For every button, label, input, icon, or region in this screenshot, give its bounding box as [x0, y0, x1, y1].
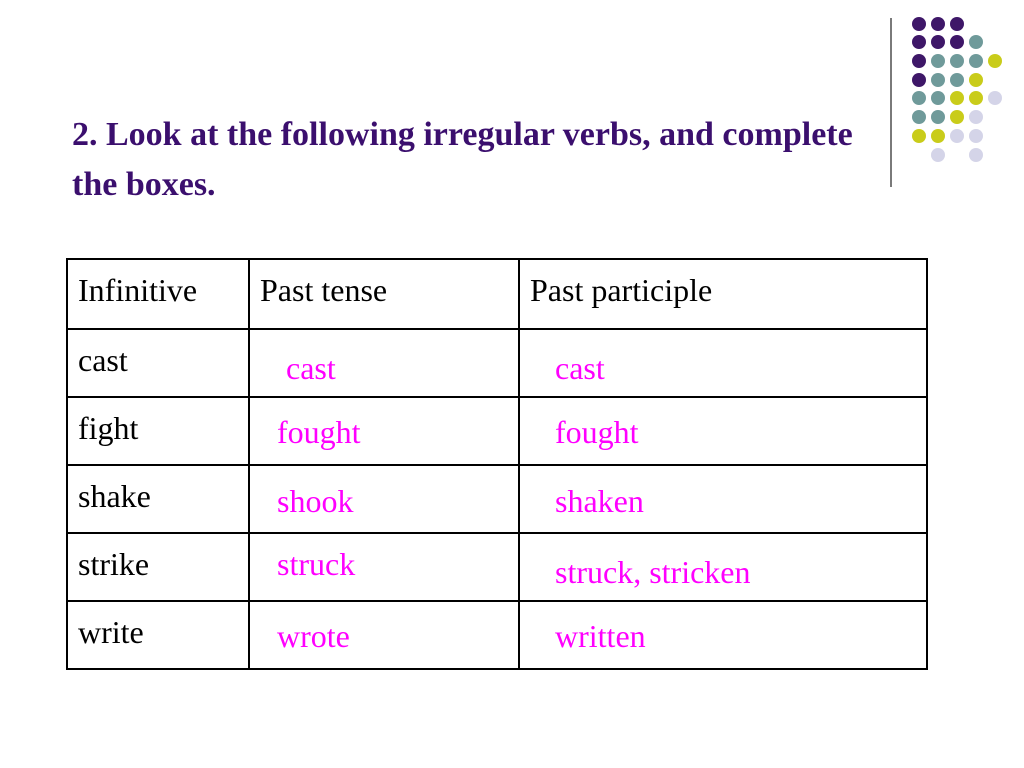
past-participle-cell	[519, 397, 927, 465]
past-tense-answer: cast	[286, 350, 336, 386]
table-row	[67, 601, 927, 669]
decorative-dot	[950, 73, 964, 87]
infinitive-cell	[67, 329, 249, 397]
table-header-row	[67, 259, 927, 329]
infinitive-cell	[67, 465, 249, 533]
decorative-dot	[969, 54, 983, 68]
decorative-dot	[912, 54, 926, 68]
past-participle-answer: cast	[555, 350, 605, 386]
decorative-dot	[912, 129, 926, 143]
past-tense-answer: fought	[277, 414, 361, 450]
decorative-dot	[931, 91, 945, 105]
decorative-dot	[969, 148, 983, 162]
decorative-dot	[950, 17, 964, 31]
past-tense-cell	[249, 601, 519, 669]
page-title: 2. Look at the following irregular verbs, and complete the boxes.	[72, 116, 853, 203]
past-participle-answer: written	[555, 618, 646, 654]
decorative-dot	[912, 35, 926, 49]
decorative-dot	[931, 73, 945, 87]
past-participle-cell	[519, 601, 927, 669]
past-tense-cell	[249, 397, 519, 465]
header-past-tense: Past tense	[249, 259, 519, 329]
decorative-dot	[969, 73, 983, 87]
past-tense-answer: shook	[277, 483, 354, 519]
header-past-participle: Past participle	[519, 259, 927, 329]
table-row	[67, 465, 927, 533]
past-tense-answer: wrote	[277, 618, 350, 654]
decorative-dot	[988, 54, 1002, 68]
decorative-dot	[969, 110, 983, 124]
decorative-dot	[931, 110, 945, 124]
decorative-dot	[969, 35, 983, 49]
header-infinitive: Infinitive	[67, 259, 249, 329]
decorative-dot	[950, 110, 964, 124]
decorative-dot	[931, 129, 945, 143]
past-participle-answer: shaken	[555, 483, 644, 519]
decorative-dot	[912, 91, 926, 105]
past-participle-cell	[519, 465, 927, 533]
past-participle-answer: fought	[555, 414, 639, 450]
infinitive-cell	[67, 533, 249, 601]
decorative-dot	[988, 91, 1002, 105]
decorative-dot	[931, 35, 945, 49]
past-tense-cell	[249, 329, 519, 397]
infinitive-text: cast	[78, 342, 128, 378]
verb-table	[66, 258, 928, 670]
past-participle-cell	[519, 329, 927, 397]
infinitive-text: strike	[78, 546, 150, 582]
table-row	[67, 533, 927, 601]
decorative-dot	[950, 35, 964, 49]
past-tense-answer: struck	[277, 546, 356, 582]
decorative-dot	[931, 17, 945, 31]
infinitive-text: shake	[78, 478, 151, 514]
decorative-dot	[950, 91, 964, 105]
decorative-dot	[969, 91, 983, 105]
past-tense-cell	[249, 533, 519, 601]
decorative-dot	[912, 110, 926, 124]
decorative-dot	[950, 54, 964, 68]
table-row	[67, 397, 927, 465]
decorative-dot	[950, 129, 964, 143]
past-participle-answer: struck, stricken	[555, 554, 751, 590]
decorative-dot	[912, 17, 926, 31]
past-tense-cell	[249, 465, 519, 533]
infinitive-text: write	[78, 614, 144, 650]
decorative-dot	[912, 73, 926, 87]
infinitive-cell	[67, 601, 249, 669]
infinitive-text: fight	[78, 410, 139, 446]
table-row	[67, 329, 927, 397]
decorative-dot	[969, 129, 983, 143]
decorative-dot	[931, 148, 945, 162]
infinitive-cell	[67, 397, 249, 465]
past-participle-cell	[519, 533, 927, 601]
decorative-dot	[931, 54, 945, 68]
